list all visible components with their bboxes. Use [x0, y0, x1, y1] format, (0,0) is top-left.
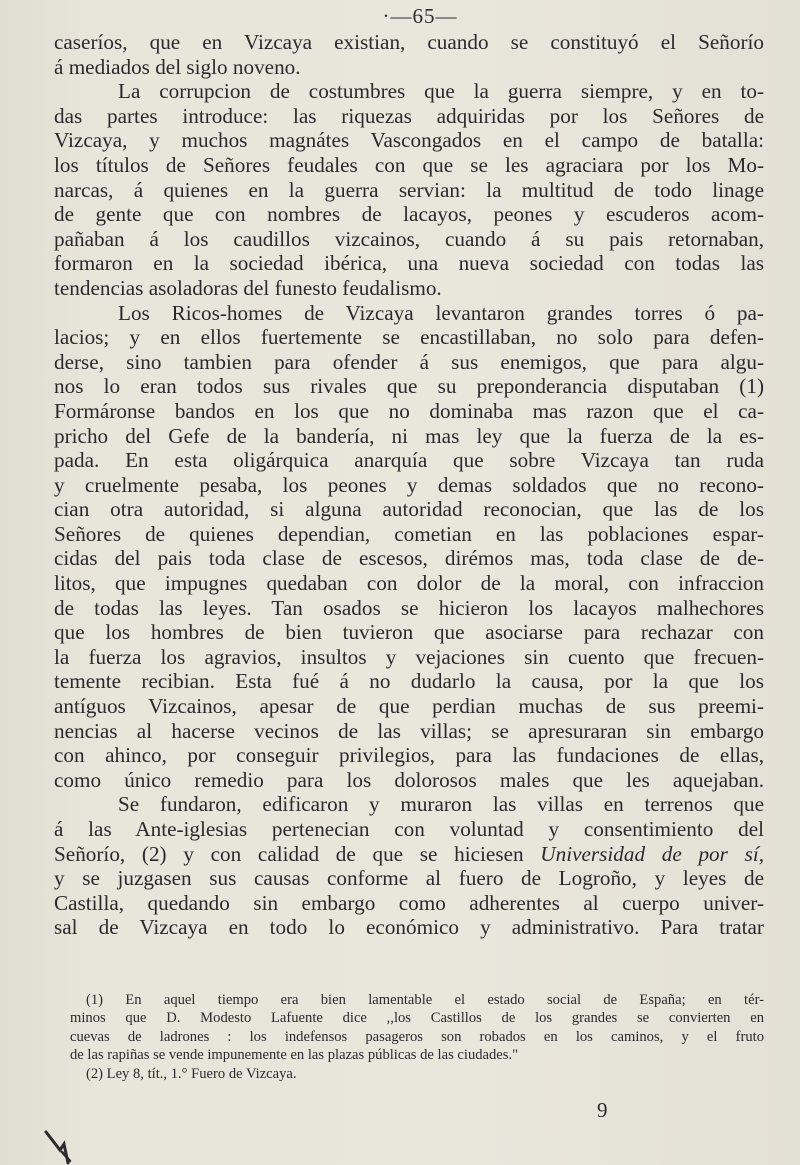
text-line-content: nencias al hacerse vecinos de las villas; se apresuraran sin embargo	[54, 718, 764, 743]
text-line	[54, 522, 764, 547]
text-line	[54, 153, 764, 178]
text-line	[54, 424, 764, 449]
text-line	[54, 374, 764, 399]
text-line-content: pricho del Gefe de la bandería, ni mas ley que la fuerza de la es-	[54, 423, 764, 448]
text-line-content: Los Ricos-homes de Vizcaya levantaron grandes torres ó pa-	[118, 300, 764, 325]
text-line	[54, 227, 764, 252]
text-line	[54, 891, 764, 916]
text-line	[54, 546, 764, 571]
text-line-content: la fuerza los agravios, insultos y vejaciones sin cuento que frecuen-	[54, 644, 764, 669]
text-line-content: Formáronse bandos en los que no dominaba mas razon que el ca-	[54, 398, 764, 423]
text-line	[54, 301, 764, 326]
text-line-content: Se fundaron, edificaron y muraron las villas en terrenos que	[118, 792, 764, 817]
text-line-content: antíguos Vizcainos, apesar de que perdian muchas de sus preemi-	[54, 694, 764, 719]
footnote-line: (1) En aquel tiempo era bien lamentable el estado social de España; en tér-	[86, 992, 764, 1008]
signature-mark: 9	[597, 1098, 608, 1122]
text-line-content: nos lo eran todos sus rivales que su preponderancia disputaban (1)	[54, 374, 764, 399]
text-line	[54, 473, 764, 498]
text-line	[54, 866, 764, 891]
text-line-content: y cruelmente pesaba, los peones y demas soldados que no recono-	[54, 472, 764, 497]
text-line	[54, 497, 764, 522]
text-line	[54, 694, 764, 719]
text-line-content: con ahinco, por conseguir privilegios, para las fundaciones de ellas,	[54, 743, 764, 768]
text-line-content: caseríos, que en Vizcaya existian, cuando se constituyó el Señorío	[54, 30, 764, 54]
text-line	[54, 178, 764, 203]
text-line	[54, 30, 764, 55]
text-line-content: y se juzgasen sus causas conforme al fuero de Logroño, y leyes de	[54, 866, 764, 891]
text-line-content: pañaban á los caudillos vizcainos, cuando á su pais retornaban,	[54, 226, 764, 251]
text-line-content: sal de Vizcaya en todo lo económico y administrativo. Para tratar	[54, 915, 764, 940]
text-line-content: La corrupcion de costumbres que la guerra siempre, y en to-	[118, 79, 764, 104]
text-line-content: cian otra autoridad, si alguna autoridad reconocian, que las de los	[54, 497, 764, 522]
body-text	[54, 30, 764, 940]
text-line	[54, 620, 764, 645]
text-line-content: Señorío, (2) y con calidad de que se hiciesen	[54, 841, 524, 866]
text-line	[54, 596, 764, 621]
text-line-content: los títulos de Señores feudales con que se les agraciara por los Mo-	[54, 152, 764, 177]
text-line	[54, 399, 764, 424]
text-line	[54, 350, 764, 375]
text-line	[54, 842, 764, 867]
page-number: ·—65—	[382, 4, 458, 28]
text-line-content: temente recibian. Esta fué á no dudarlo la causa, por la que los	[54, 669, 764, 694]
text-line	[54, 128, 764, 153]
footnote-line: de las rapiñas se vende impunemente en las plazas públicas de las ciudades."	[70, 1047, 519, 1064]
text-line-content: derse, sino tambien para ofender á sus enemigos, que para algu-	[54, 349, 764, 374]
text-line	[54, 768, 764, 793]
text-line	[54, 325, 764, 350]
text-line	[54, 448, 764, 473]
text-line	[54, 202, 764, 227]
text-line	[54, 251, 764, 276]
text-line	[54, 792, 764, 817]
text-line-content: Señores de quienes dependian, cometian en las poblaciones espar-	[54, 521, 764, 546]
text-line	[54, 719, 764, 744]
footnote-line: cuevas de ladrones : los indefensos pasageros son robados en los caminos, y el fruto	[70, 1028, 764, 1045]
text-line-content: Castilla, quedando sin embargo como adherentes al cuerpo univer-	[54, 890, 764, 915]
footnote-line: minos que D. Modesto Lafuente dice ,,los Castillos de los grandes se convierten en	[70, 1010, 764, 1027]
text-line-content: lacios; y en ellos fuertemente se encastillaban, no solo para defen-	[54, 325, 764, 350]
text-line	[54, 104, 764, 129]
text-line-content: tendencias asoladoras del funesto feudalismo.	[54, 275, 442, 300]
text-line	[54, 79, 764, 104]
text-line-content: á mediados del siglo noveno.	[54, 54, 301, 79]
footnotes	[70, 991, 764, 1083]
text-line	[54, 55, 764, 80]
text-line	[54, 645, 764, 670]
text-line-content: litos, que impugnes quedaban con dolor de la moral, con infraccion	[54, 571, 764, 596]
text-line-content: Vizcaya, y muchos magnátes Vascongados en el campo de batalla:	[54, 128, 764, 153]
text-line-content: pada. En esta oligárquica anarquía que sobre Vizcaya tan ruda	[54, 448, 764, 473]
text-line-content: de gente que con nombres de lacayos, peones y escuderos acom-	[54, 202, 764, 227]
italic-phrase: Universidad de por sí,	[540, 841, 765, 866]
text-line	[54, 276, 764, 301]
text-line	[54, 817, 764, 842]
text-line	[54, 915, 764, 940]
pencil-mark-icon	[40, 1128, 80, 1165]
footnote-line: (2) Ley 8, tít., 1.° Fuero de Vizcaya.	[86, 1065, 297, 1082]
text-line-content: que los hombres de bien tuvieron que asociarse para rechazar con	[54, 620, 764, 645]
text-line-content: de todas las leyes. Tan osados se hicieron los lacayos malhechores	[54, 595, 764, 620]
text-line-content: das partes introduce: las riquezas adquiridas por los Señores de	[54, 103, 764, 128]
text-line-content: narcas, á quienes en la guerra servian: la multitud de todo linage	[54, 177, 764, 202]
text-line-content: como único remedio para los dolorosos males que les aquejaban.	[54, 767, 764, 792]
text-line	[54, 669, 764, 694]
text-line	[54, 743, 764, 768]
text-line	[54, 571, 764, 596]
text-line-content: formaron en la sociedad ibérica, una nueva sociedad con todas las	[54, 251, 764, 276]
text-line-content: á las Ante-iglesias pertenecian con voluntad y consentimiento del	[54, 817, 764, 841]
text-line-content: cidas del pais toda clase de escesos, dirémos mas, toda clase de de-	[54, 546, 764, 571]
